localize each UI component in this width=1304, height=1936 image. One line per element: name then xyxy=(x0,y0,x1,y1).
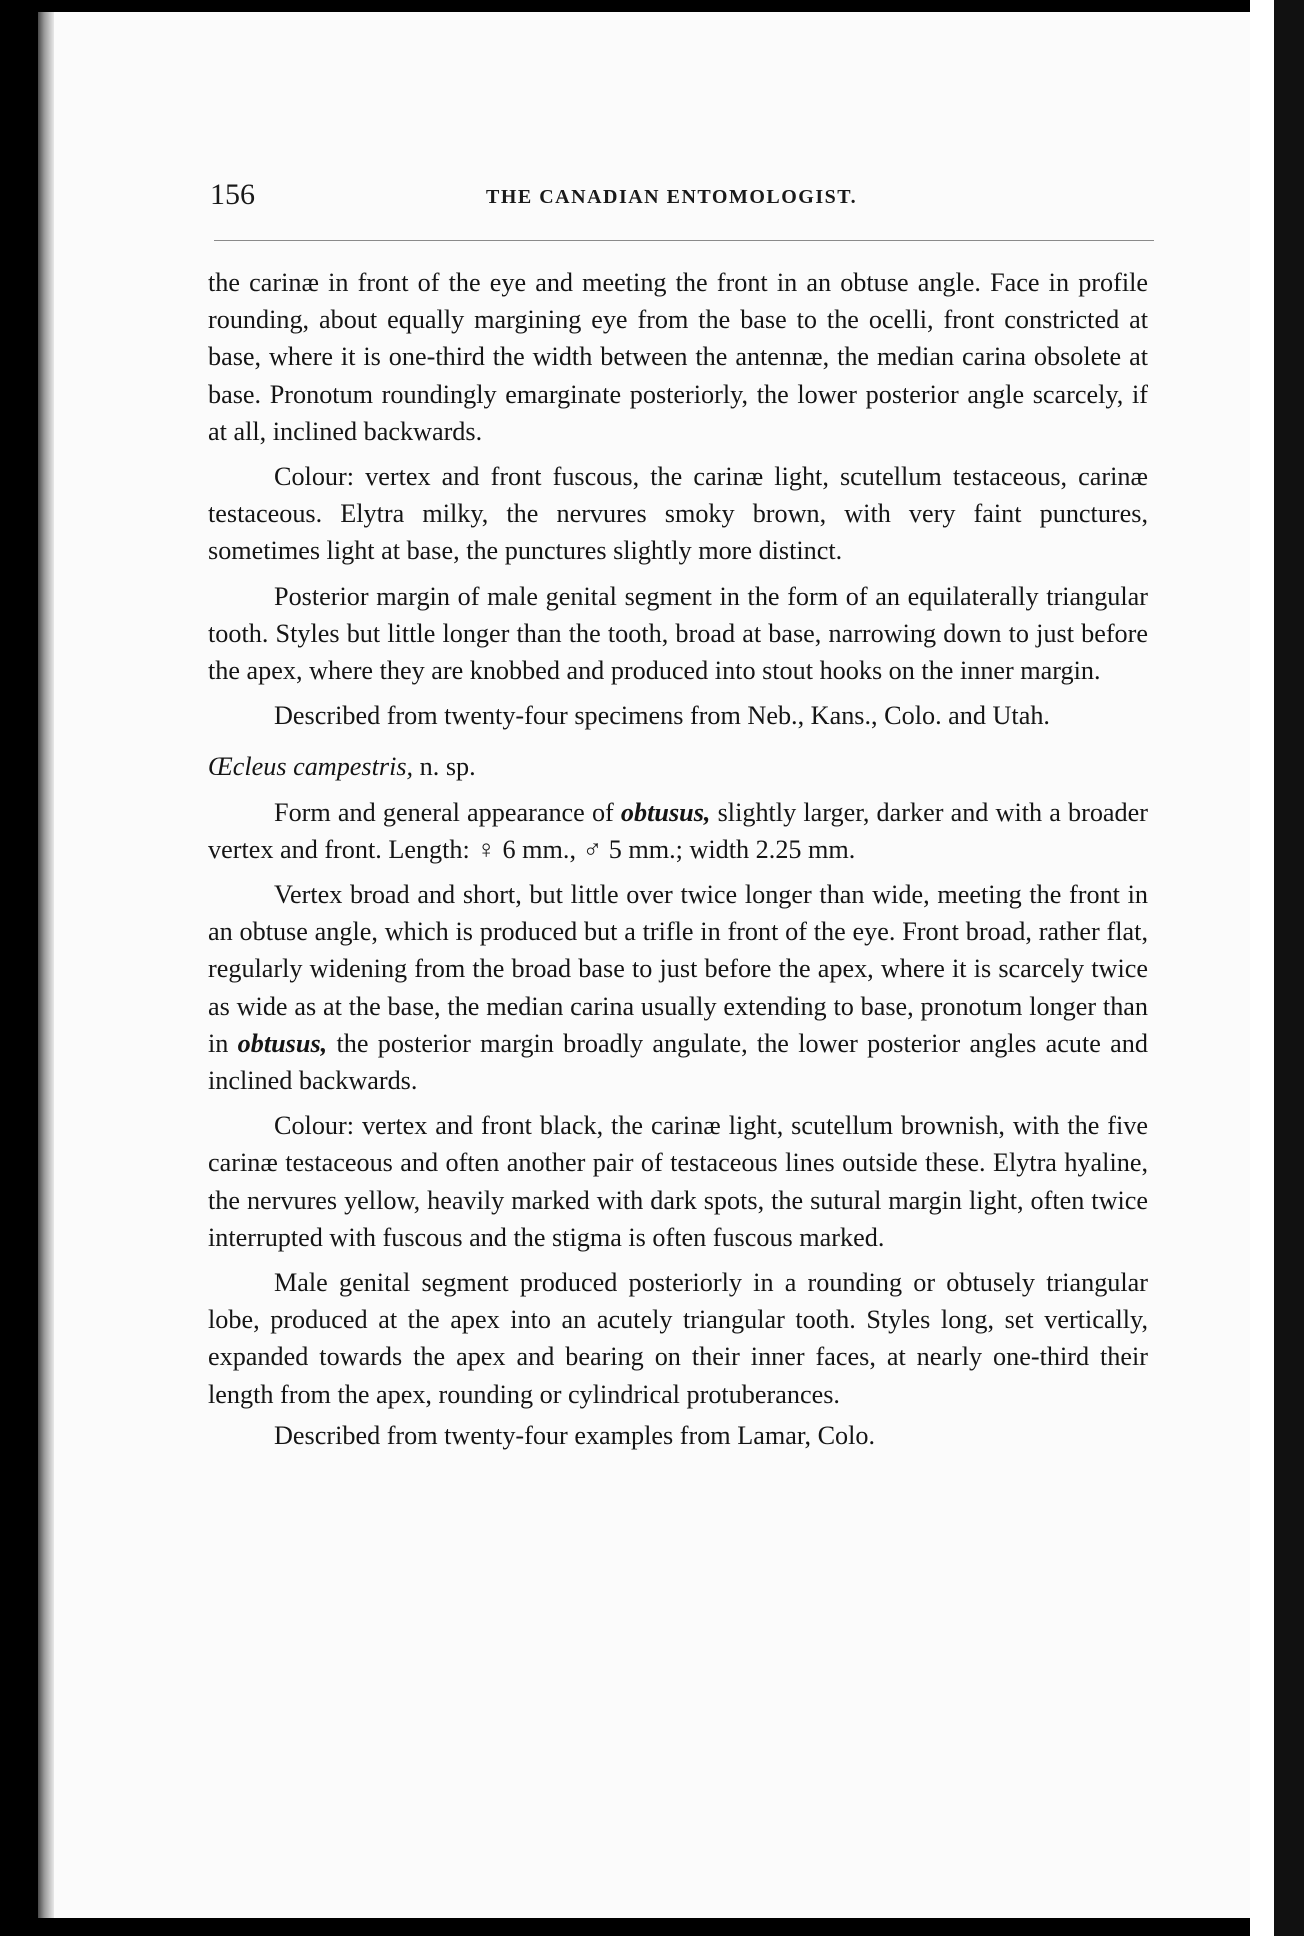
paragraph-genital-segment: Posterior margin of male genital segment in the form of an equilaterally triangular tooth. Styles but little longer than the tooth, broad at base, narrowing down to just before the apex, where they are knobbed and produced into stout hooks on the inner margin. xyxy=(208,581,1148,686)
paragraph-colour-description-2: Colour: vertex and front black, the carinæ light, scutellum brownish, with the five carinæ testaceous and often another pair of testaceous lines outside these. Elytra hyaline, the nervures yellow, heavily marked with dark spots, the sutural margin light, often twice interrupted with fuscous and the stigma is often fuscous marked. xyxy=(208,1111,1148,1252)
page-number: 156 xyxy=(210,178,255,211)
paragraph-vertex-description xyxy=(208,876,1148,1099)
species-suffix: n. sp. xyxy=(413,752,476,782)
journal-title: THE CANADIAN ENTOMOLOGIST. xyxy=(486,186,858,208)
text-span: Form and general appearance of xyxy=(274,797,621,827)
text-span: Vertex broad and short, but little over twice longer than wide, meeting the front in an obtuse angle, which is produced but a trifle in front of the eye. Front broad, rather flat, regularly widening from the broad base to just before the apex, where it is scarcely twice as wide as at the base, the median carina usually extending to base, pronotum longer than in xyxy=(208,880,1148,1058)
species-reference: obtusus, xyxy=(237,1028,328,1058)
paragraph-genital-segment-2: Male genital segment produced posteriorly in a rounding or obtusely triangular lobe, produced at the apex into an acutely triangular tooth. Styles long, set vertically, expanded towards the apex and bearing on their inner faces, at nearly one-third their length from the apex, rounding or cylindrical protuberances. xyxy=(208,1268,1148,1409)
paragraph-form-appearance xyxy=(208,794,1148,868)
species-name: Œcleus campestris, xyxy=(208,752,414,782)
text-span: the posterior margin broadly angulate, the lower posterior angles acute and inclined backwards. xyxy=(208,1028,1148,1096)
text-span: slightly larger, darker and with a broader vertex and front. Length: ♀ 6 mm., ♂ 5 mm.; width 2.25 mm. xyxy=(208,797,1148,864)
paragraph-specimen-source: Described from twenty-four specimens from Neb., Kans., Colo. and Utah. xyxy=(274,701,1050,731)
species-heading xyxy=(208,748,1148,785)
scan-edge xyxy=(1274,0,1304,1936)
paragraph-continued: the carinæ in front of the eye and meeting the front in an obtuse angle. Face in profile rounding, about equally margining eye from the base to the ocelli, front constricted at base, where it is one-third the width between the antennæ, the median carina obsolete at base. Pronotum roundingly emarginate posteriorly, the lower posterior angle scarcely, if at all, inclined backwards. xyxy=(208,268,1148,446)
article-body xyxy=(208,264,1148,1454)
page-gutter-shadow xyxy=(38,12,54,1918)
paragraph-specimen-source-2: Described from twenty-four examples from Lamar, Colo. xyxy=(274,1420,876,1450)
species-reference: obtusus, xyxy=(620,797,711,827)
header-rule xyxy=(214,240,1154,241)
paragraph-colour-description: Colour: vertex and front fuscous, the carinæ light, scutellum testaceous, carinæ testaceous. Elytra milky, the nervures smoky brown, with very faint punctures, sometimes light at base, the punctures slightly more distinct. xyxy=(208,462,1148,566)
page-margin-strip xyxy=(1250,0,1274,1936)
running-header xyxy=(210,178,1150,228)
